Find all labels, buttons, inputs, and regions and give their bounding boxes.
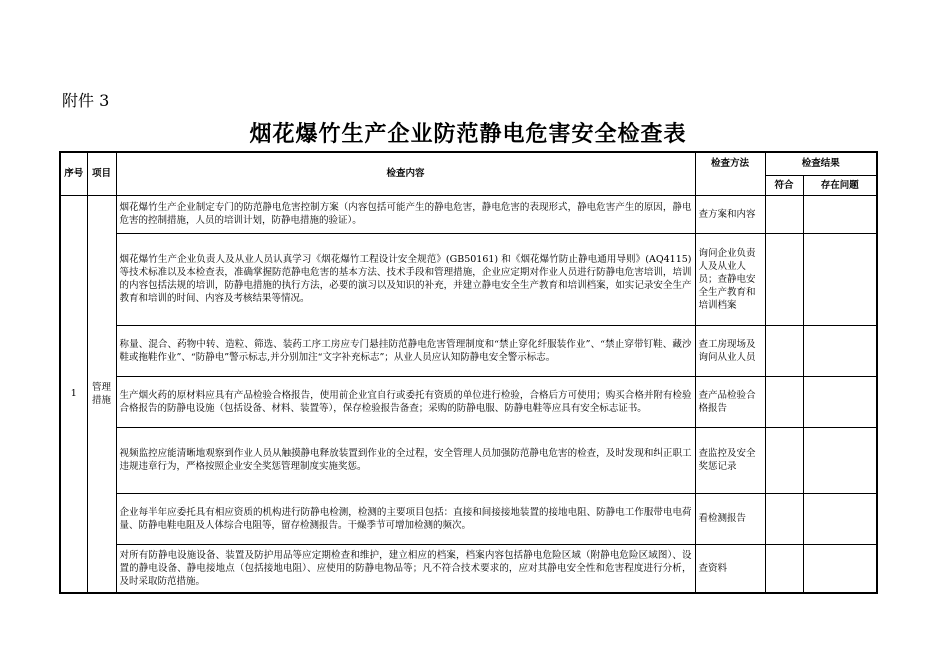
- table-row: [60, 427, 877, 493]
- check-content: 视频监控应能清晰地观察到作业人员从触摸静电释放装置到作业的全过程，安全管理人员加强防范静电危害的检查，及时发现和纠正职工违规违章行为，严格按照企业安全奖惩管理制度实施奖惩。: [116, 427, 695, 493]
- header-item: 项目: [87, 152, 116, 195]
- check-method: 查方案和内容: [695, 195, 765, 233]
- table-row: [60, 325, 877, 376]
- check-method: 查工房现场及询问从业人员: [695, 325, 765, 376]
- conform-cell: [765, 233, 803, 325]
- table-row: [60, 493, 877, 544]
- check-method: 查产品检验合格报告: [695, 376, 765, 427]
- problems-cell: [803, 233, 877, 325]
- header-conform: 符合: [765, 175, 803, 195]
- header-content: 检查内容: [116, 152, 695, 195]
- check-method: 询问企业负责人及从业人员；查静电安全生产教育和培训档案: [695, 233, 765, 325]
- table-row: [60, 544, 877, 593]
- document-title: 烟花爆竹生产企业防范静电危害安全检查表: [249, 121, 687, 147]
- conform-cell: [765, 493, 803, 544]
- check-content: 企业每半年应委托具有相应资质的机构进行防静电检测，检测的主要项目包括：直接和间接接地装置的接地电阻、防静电工作服带电电荷量、防静电鞋电阻及人体综合电阻等，留存检测报告。干燥季节可增加检测的频次。: [116, 493, 695, 544]
- problems-cell: [803, 325, 877, 376]
- check-content: 烟花爆竹生产企业制定专门的防范静电危害控制方案（内容包括可能产生的静电危害，静电危害的表现形式，静电危害产生的原因，静电危害的控制措施，人员的培训计划，防静电措施的验证）。: [116, 195, 695, 233]
- problems-cell: [803, 195, 877, 233]
- conform-cell: [765, 544, 803, 593]
- header-seq: 序号: [60, 152, 87, 195]
- problems-cell: [803, 376, 877, 427]
- attachment-label: 附件 3: [62, 91, 110, 110]
- check-content: 烟花爆竹生产企业负责人及从业人员认真学习《烟花爆竹工程设计安全规范》(GB50161) 和《烟花爆竹防止静电通用导则》(AQ4115) 等技术标准以及本检查表，准确掌握防范静电危害的基本方法、技术手段和管理措施，企业应定期对作业人员进行防静电危害培训，培训的内容包括法规的培训，防静电措施的执行方法，必要的演习以及知识的补充，并建立静电安全生产教育和培训档案，如实记录安全生产教育和培训的时间、内容及考核结果等情况。: [116, 233, 695, 325]
- conform-cell: [765, 376, 803, 427]
- table-row: [60, 233, 877, 325]
- inspection-table: [59, 151, 878, 594]
- header-problems: 存在问题: [803, 175, 877, 195]
- conform-cell: [765, 195, 803, 233]
- check-content: 生产烟火药的原材料应具有产品检验合格报告，使用前企业宜自行或委托有资质的单位进行检验，合格后方可使用；购买合格并附有检验合格报告的防静电设施（包括设备、材料、装置等），保存检验报告备查；采购的防静电服、防静电鞋等应具有安全标志证书。: [116, 376, 695, 427]
- check-method: 查资料: [695, 544, 765, 593]
- table-row: [60, 376, 877, 427]
- header-result: 检查结果: [765, 152, 877, 175]
- section-seq: 1: [60, 195, 87, 593]
- conform-cell: [765, 325, 803, 376]
- problems-cell: [803, 493, 877, 544]
- table-row: [60, 195, 877, 233]
- check-content: 称量、混合、药物中转、造粒、筛选、装药工序工房应专门悬挂防范静电危害管理制度和“禁止穿化纤服装作业”、“禁止穿带钉鞋、藏沙鞋或拖鞋作业”、“防静电”警示标志,并分别加注“文字补充标志”；从业人员应认知防静电安全警示标志。: [116, 325, 695, 376]
- conform-cell: [765, 427, 803, 493]
- check-method: 看检测报告: [695, 493, 765, 544]
- header-method: 检查方法: [695, 152, 765, 195]
- problems-cell: [803, 427, 877, 493]
- check-method: 查监控及安全奖惩记录: [695, 427, 765, 493]
- check-content: 对所有防静电设施设备、装置及防护用品等应定期检查和维护，建立相应的档案，档案内容包括静电危险区域（附静电危险区域图）、设置的静电设备、静电接地点（包括接地电阻）、应使用的防静电物品等；凡不符合技术要求的，应对其静电安全性和危害程度进行分析，及时采取防范措施。: [116, 544, 695, 593]
- problems-cell: [803, 544, 877, 593]
- section-item: 管理措施: [87, 195, 116, 593]
